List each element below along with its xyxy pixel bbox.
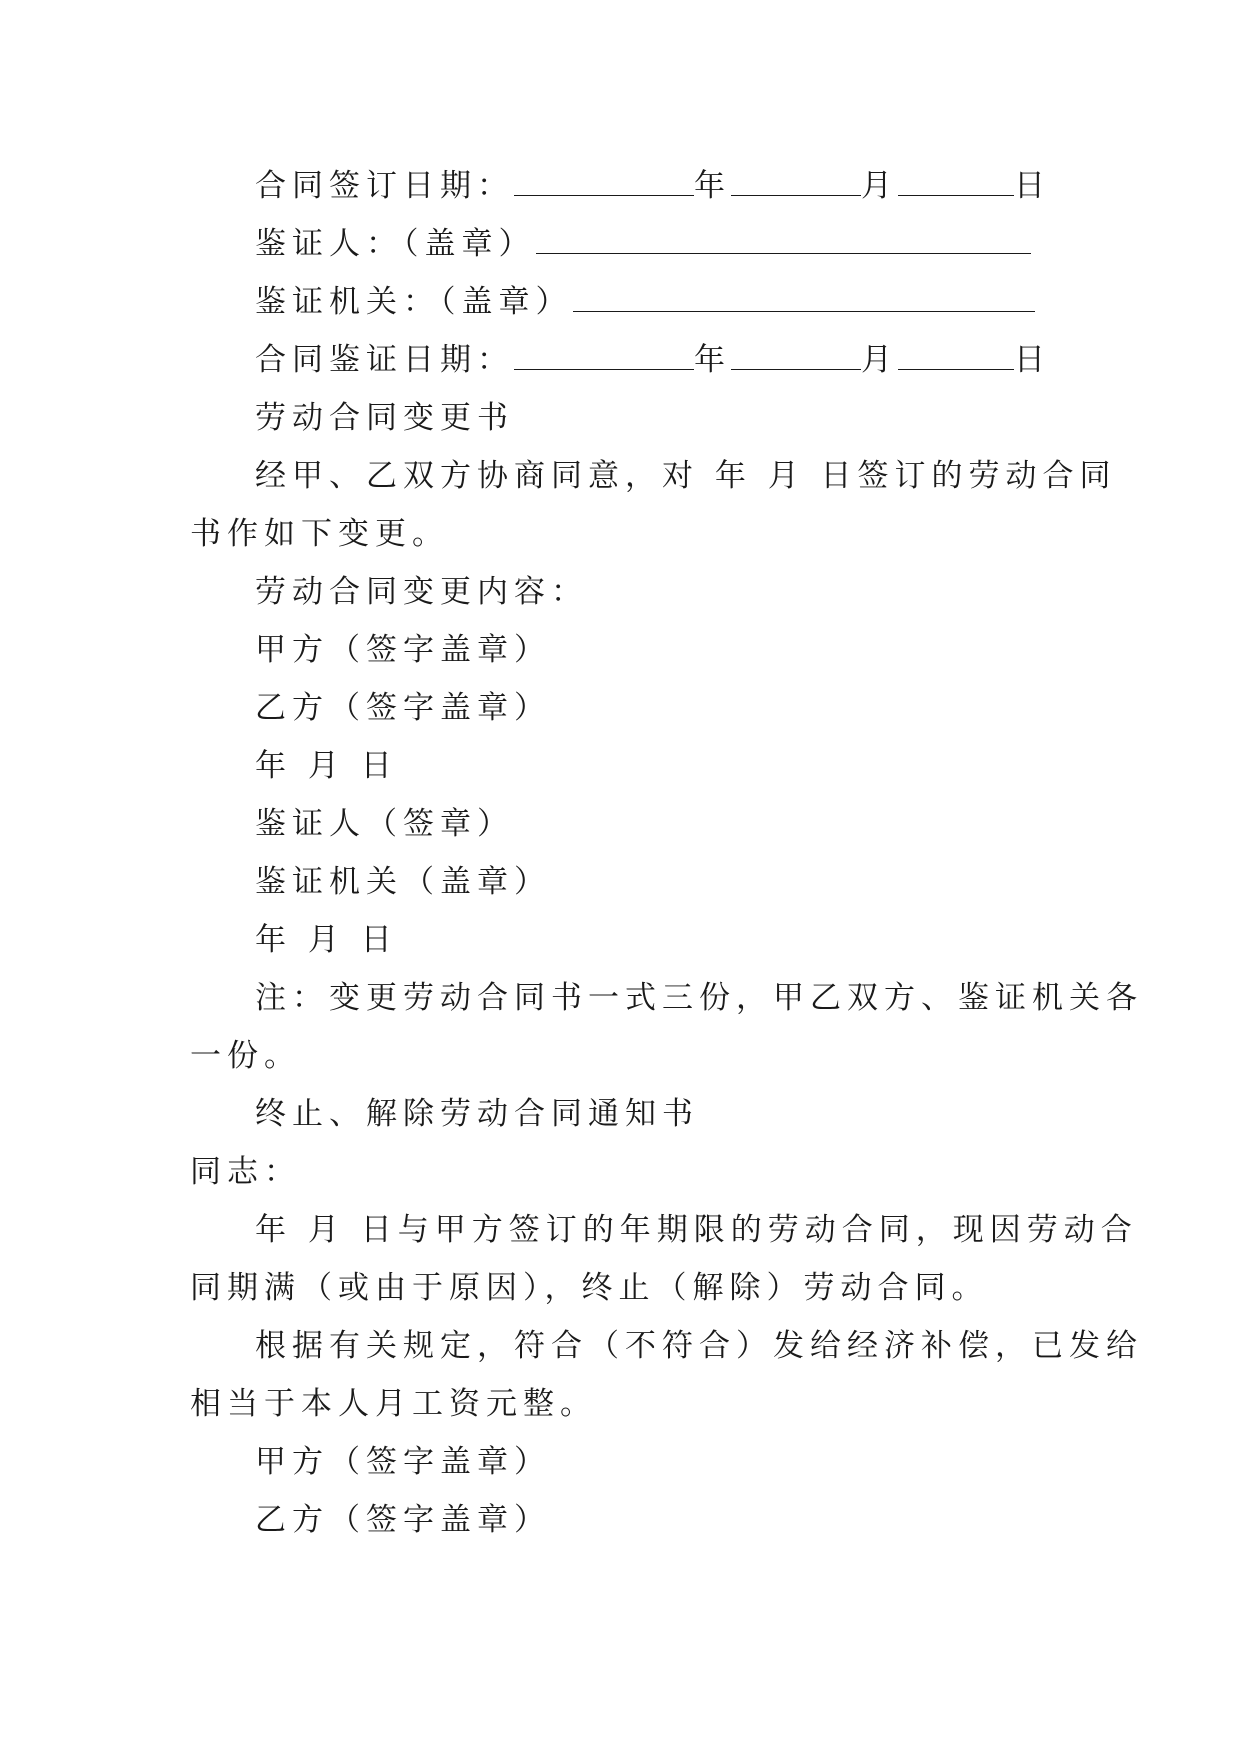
change-party-b-signature: 乙方（签字盖章）: [255, 690, 551, 726]
change-content-label: 劳动合同变更内容：: [255, 574, 588, 610]
termination-title: 终止、解除劳动合同通知书: [255, 1096, 699, 1132]
verification-month-label: 月: [861, 342, 898, 378]
termination-paragraph-2-line-2: 相当于本人月工资元整。: [190, 1386, 597, 1422]
signing-date-label: 合同签订日期：: [255, 168, 514, 204]
change-title: 劳动合同变更书: [255, 400, 514, 436]
change-authority-seal: 鉴证机关（盖章）: [255, 864, 551, 900]
signing-year-label: 年: [694, 168, 731, 204]
signing-month-label: 月: [861, 168, 898, 204]
verification-day-label: 日: [1014, 342, 1051, 378]
verification-day-blank[interactable]: [898, 341, 1014, 370]
verifier-label: 鉴证人：（盖章）: [255, 226, 536, 262]
change-paragraph-line-2: 书作如下变更。: [190, 516, 449, 552]
verifier-line: [255, 224, 1031, 264]
verification-year-label: 年: [694, 342, 731, 378]
verification-date-line: [255, 340, 1051, 380]
change-paragraph-line-1: 经甲、乙双方协商同意，对 年 月 日签订的劳动合同: [255, 458, 1117, 494]
signing-day-blank[interactable]: [898, 167, 1014, 196]
termination-paragraph-2-line-1: 根据有关规定，符合（不符合）发给经济补偿，已发给: [255, 1328, 1143, 1364]
change-note-line-2: 一份。: [190, 1038, 301, 1074]
termination-party-a-signature: 甲方（签字盖章）: [255, 1444, 551, 1480]
verification-year-blank[interactable]: [514, 341, 694, 370]
verifying-authority-blank[interactable]: [573, 283, 1035, 312]
change-date-1: 年 月 日: [255, 748, 398, 784]
verifying-authority-line: [255, 282, 1035, 322]
verification-month-blank[interactable]: [731, 341, 861, 370]
change-party-a-signature: 甲方（签字盖章）: [255, 632, 551, 668]
termination-addressee: 同志：: [190, 1154, 301, 1190]
signing-date-line: [255, 166, 1051, 206]
verifying-authority-label: 鉴证机关：（盖章）: [255, 284, 573, 320]
change-verifier-signature: 鉴证人（签章）: [255, 806, 514, 842]
termination-paragraph-1-line-2: 同期满（或由于原因），终止（解除）劳动合同。: [190, 1270, 989, 1306]
change-note-line-1: 注：变更劳动合同书一式三份，甲乙双方、鉴证机关各: [255, 980, 1143, 1016]
signing-day-label: 日: [1014, 168, 1051, 204]
termination-paragraph-1-line-1: 年 月 日与甲方签订的年期限的劳动合同，现因劳动合: [255, 1212, 1138, 1248]
verification-date-label: 合同鉴证日期：: [255, 342, 514, 378]
change-date-2: 年 月 日: [255, 922, 398, 958]
termination-party-b-signature: 乙方（签字盖章）: [255, 1502, 551, 1538]
signing-year-blank[interactable]: [514, 167, 694, 196]
signing-month-blank[interactable]: [731, 167, 861, 196]
verifier-blank[interactable]: [536, 225, 1031, 254]
